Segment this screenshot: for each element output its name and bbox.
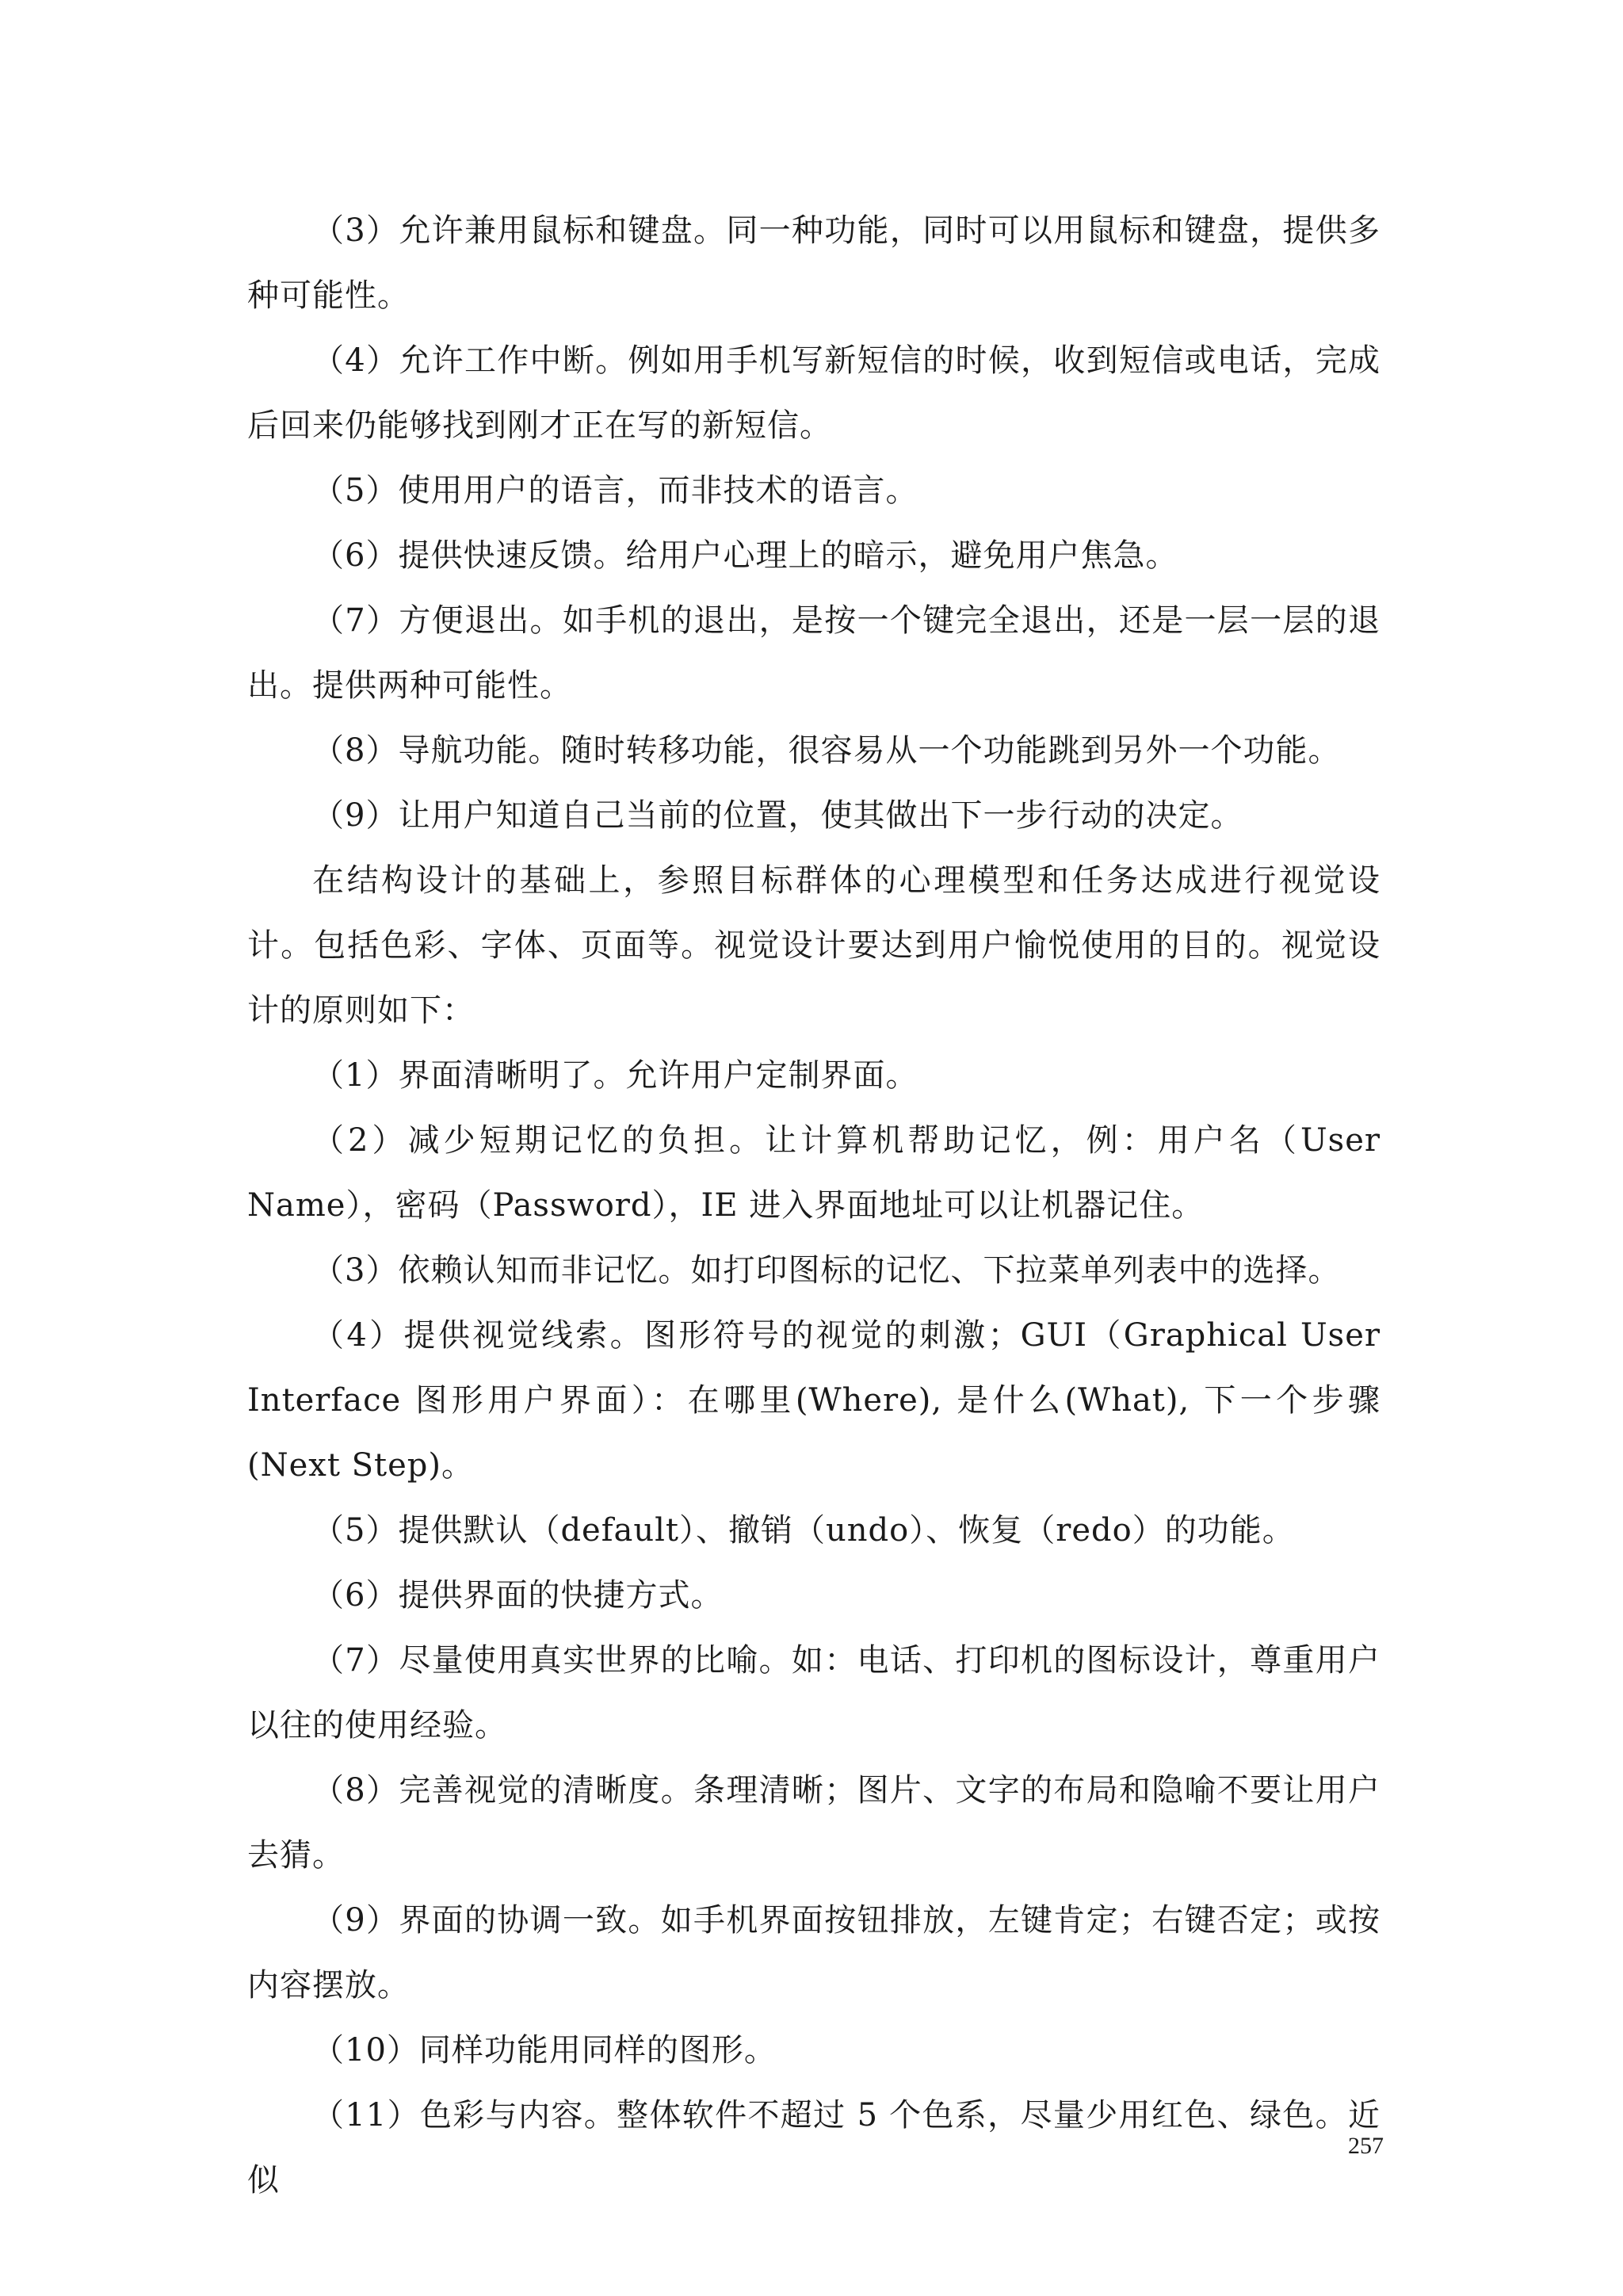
paragraph: （6）提供快速反馈。给用户心理上的暗示，避免用户焦急。 bbox=[312, 537, 1178, 574]
page-body bbox=[247, 198, 1381, 2213]
paragraph: （2）减少短期记忆的负担。让计算机帮助记忆，例：用户名（User Name），密码（Password），IE 进入界面地址可以让机器记住。 bbox=[247, 1122, 1381, 1224]
paragraph: （7）方便退出。如手机的退出，是按一个键完全退出，还是一层一层的退出。提供两种可能性。 bbox=[247, 602, 1381, 704]
paragraph: （4）允许工作中断。例如用手机写新短信的时候，收到短信或电话，完成后回来仍能够找到刚才正在写的新短信。 bbox=[247, 342, 1381, 444]
paragraph: （10）同样功能用同样的图形。 bbox=[312, 2032, 777, 2069]
paragraph: （3）允许兼用鼠标和键盘。同一种功能，同时可以用鼠标和键盘，提供多种可能性。 bbox=[247, 212, 1381, 314]
paragraph: （8）完善视觉的清晰度。条理清晰；图片、文字的布局和隐喻不要让用户去猜。 bbox=[247, 1772, 1381, 1874]
paragraph: （5）提供默认（default）、撤销（undo）、恢复（redo）的功能。 bbox=[312, 1512, 1295, 1549]
page-number: 257 bbox=[1348, 2133, 1384, 2159]
paragraph: （8）导航功能。随时转移功能，很容易从一个功能跳到另外一个功能。 bbox=[312, 732, 1341, 769]
paragraph: （9）界面的协调一致。如手机界面按钮排放，左键肯定；右键否定；或按内容摆放。 bbox=[247, 1902, 1381, 2004]
paragraph: （7）尽量使用真实世界的比喻。如：电话、打印机的图标设计，尊重用户以往的使用经验。 bbox=[247, 1642, 1381, 1744]
paragraph: （11）色彩与内容。整体软件不超过 5 个色系，尽量少用红色、绿色。近似 bbox=[247, 2097, 1381, 2199]
paragraph: 在结构设计的基础上，参照目标群体的心理模型和任务达成进行视觉设计。包括色彩、字体、页面等。视觉设计要达到用户愉悦使用的目的。视觉设计的原则如下： bbox=[247, 862, 1381, 1029]
paragraph: （3）依赖认知而非记忆。如打印图标的记忆、下拉菜单列表中的选择。 bbox=[312, 1252, 1341, 1289]
paragraph: （4）提供视觉线索。图形符号的视觉的刺激；GUI（Graphical User Interface 图形用户界面）：在哪里(Where), 是什么(What), 下一个步骤(Next Step)。 bbox=[247, 1317, 1381, 1484]
paragraph: （9）让用户知道自己当前的位置，使其做出下一步行动的决定。 bbox=[312, 797, 1243, 834]
paragraph: （6）提供界面的快捷方式。 bbox=[312, 1577, 724, 1614]
paragraph: （5）使用用户的语言，而非技术的语言。 bbox=[312, 472, 918, 509]
paragraph: （1）界面清晰明了。允许用户定制界面。 bbox=[312, 1057, 918, 1094]
